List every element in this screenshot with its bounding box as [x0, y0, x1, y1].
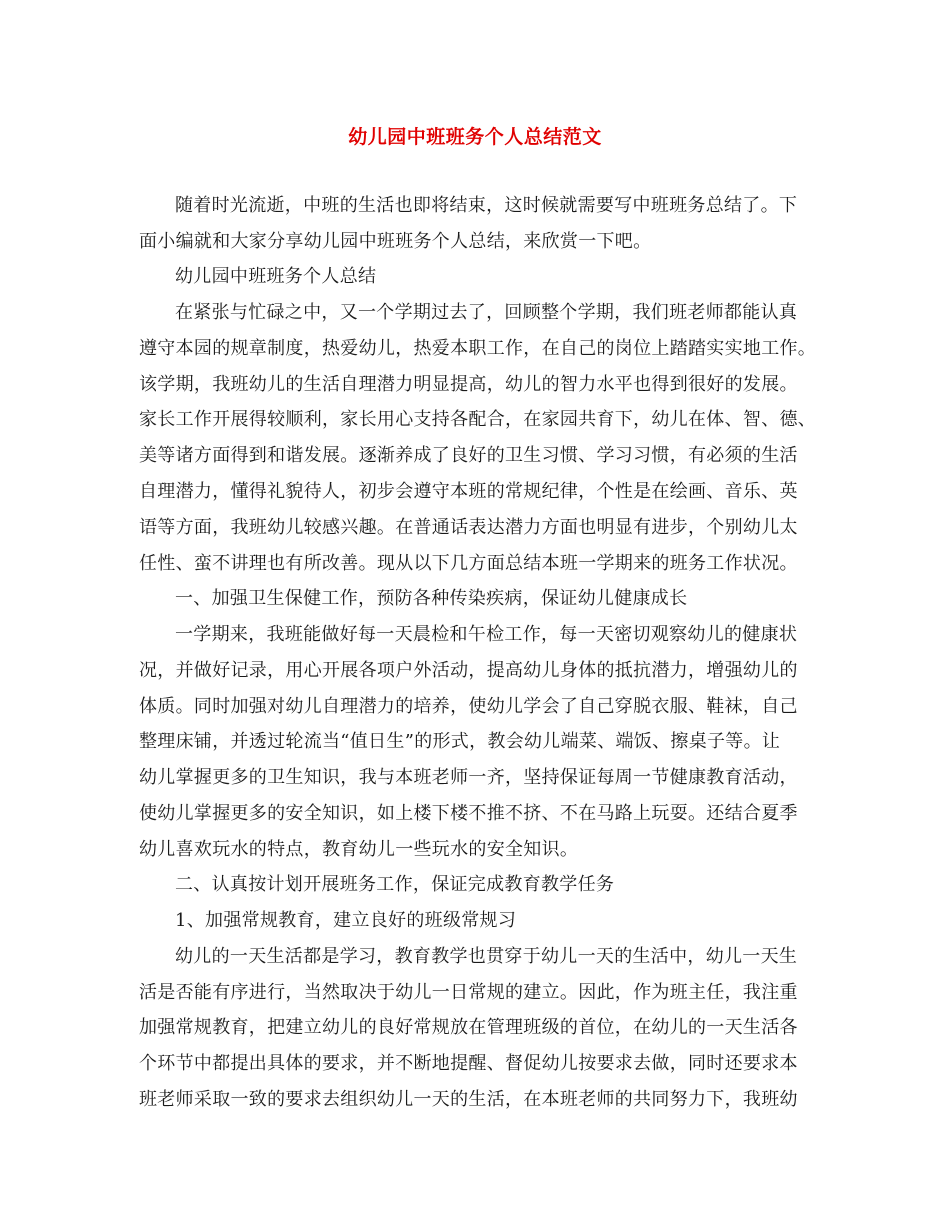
paragraph-line: 自理潜力，懂得礼貌待人，初步会遵守本班的常规纪律，个性是在绘画、音乐、英	[139, 481, 798, 502]
paragraph-line: 使幼儿掌握更多的安全知识，如上楼下楼不推不挤、不在马路上玩耍。还结合夏季	[139, 803, 798, 824]
paragraph-line: 幼儿的一天生活都是学习，教育教学也贯穿于幼儿一天的生活中，幼儿一天生	[175, 946, 798, 967]
paragraph-line: 班老师采取一致的要求去组织幼儿一天的生活，在本班老师的共同努力下，我班幼	[139, 1089, 798, 1110]
paragraph-line: 面小编就和大家分享幼儿园中班班务个人总结，来欣赏一下吧。	[139, 231, 652, 252]
paragraph-line: 活是否能有序进行，当然取决于幼儿一日常规的建立。因此，作为班主任，我注重	[139, 982, 798, 1003]
paragraph-line: 个环节中都提出具体的要求，并不断地提醒、督促幼儿按要求去做，同时还要求本	[139, 1053, 798, 1074]
page-title: 幼儿园中班班务个人总结范文	[348, 126, 602, 148]
paragraph-line: 随着时光流逝，中班的生活也即将结束，这时候就需要写中班班务总结了。下	[175, 195, 798, 216]
section-heading: 二、认真按计划开展班务工作，保证完成教育教学任务	[175, 874, 615, 895]
paragraph-line: 幼儿喜欢玩水的特点，教育幼儿一些玩水的安全知识。	[139, 839, 579, 860]
section-heading: 一、加强卫生保健工作，预防各种传染疾病，保证幼儿健康成长	[175, 588, 688, 609]
paragraph-line: 语等方面，我班幼儿较感兴趣。在普通话表达潜力方面也明显有进步，个别幼儿太	[139, 517, 798, 538]
paragraph-line: 整理床铺，并透过轮流当“值日生”的形式，教会幼儿端菜、端饭、擦桌子等。让	[139, 731, 781, 752]
paragraph-line: 遵守本园的规章制度，热爱幼儿，热爱本职工作，在自己的岗位上踏踏实实地工作。	[139, 338, 817, 359]
paragraph-line: 任性、蛮不讲理也有所改善。现从以下几方面总结本班一学期来的班务工作状况。	[139, 553, 798, 574]
paragraph-line: 家长工作开展得较顺利，家长用心支持各配合，在家园共育下，幼儿在体、智、德、	[139, 409, 817, 430]
paragraph-line: 该学期，我班幼儿的生活自理潜力明显提高，幼儿的智力水平也得到很好的发展。	[139, 374, 798, 395]
paragraph-line: 体质。同时加强对幼儿自理潜力的培养，使幼儿学会了自己穿脱衣服、鞋袜，自己	[139, 696, 798, 717]
paragraph-line: 一学期来，我班能做好每一天晨检和午检工作，每一天密切观察幼儿的健康状	[175, 624, 798, 645]
subsection-heading: 1、加强常规教育，建立良好的班级常规习	[175, 910, 517, 931]
paragraph-line: 况，并做好记录，用心开展各项户外活动，提高幼儿身体的抵抗潜力，增强幼儿的	[139, 660, 798, 681]
paragraph-line: 在紧张与忙碌之中，又一个学期过去了，回顾整个学期，我们班老师都能认真	[175, 302, 798, 323]
paragraph-line: 美等诸方面得到和谐发展。逐渐养成了良好的卫生习惯、学习习惯，有必须的生活	[139, 445, 798, 466]
section-heading: 幼儿园中班班务个人总结	[175, 266, 377, 287]
paragraph-line: 加强常规教育，把建立幼儿的良好常规放在管理班级的首位，在幼儿的一天生活各	[139, 1017, 798, 1038]
paragraph-line: 幼儿掌握更多的卫生知识，我与本班老师一齐，坚持保证每周一节健康教育活动，	[139, 767, 798, 788]
